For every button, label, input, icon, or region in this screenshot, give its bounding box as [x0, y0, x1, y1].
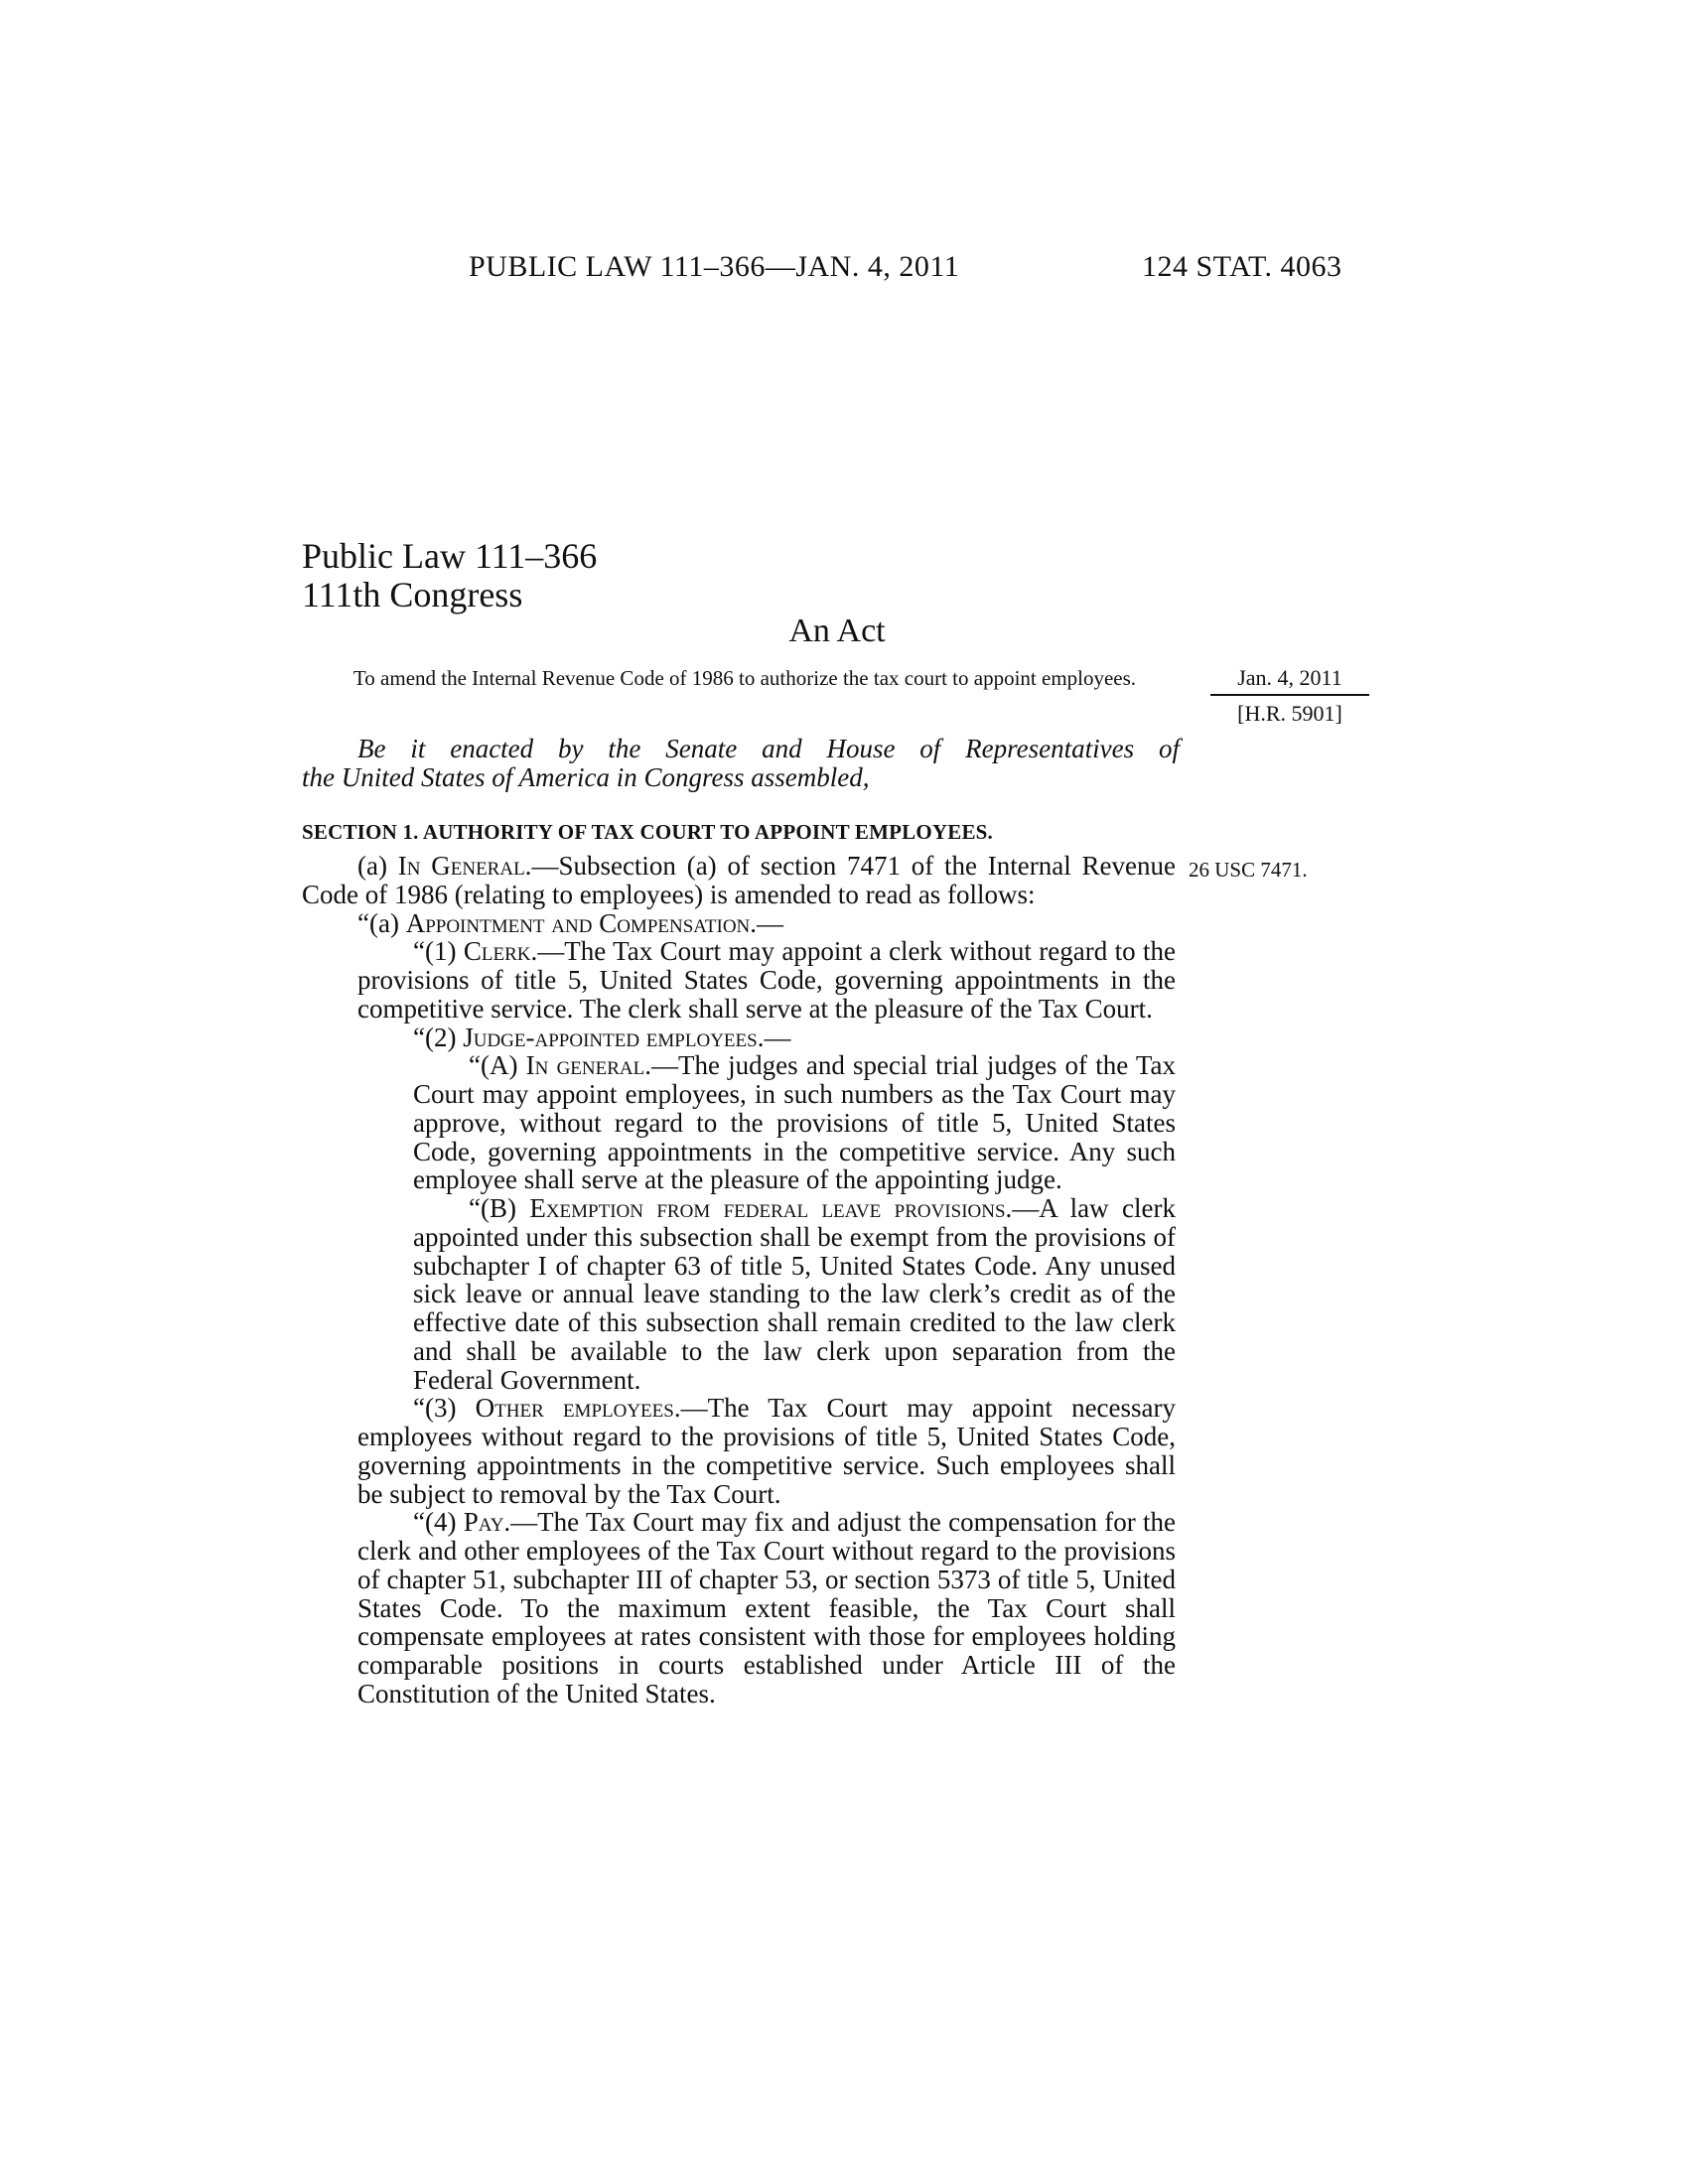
paragraph-2-heading: “(2) Judge-appointed employees.—: [413, 1022, 791, 1052]
enactment-date: Jan. 4, 2011: [1210, 663, 1369, 696]
paragraph-1-clerk: “(1) Clerk.—The Tax Court may appoint a clerk without regard to the provisions of title 5, United States Code, governing appointments in the competitive service. The clerk shall serve at the pleasure of the Tax Court.: [357, 936, 1176, 1024]
subsection-a-heading: In General.: [397, 851, 532, 881]
section-body: [302, 852, 1176, 1708]
section-heading: SECTION 1. AUTHORITY OF TAX COURT TO APPOINT EMPLOYEES.: [302, 820, 994, 844]
subsection-a: (a) In General.—Subsection (a) of section 7471 of the Internal Revenue Code of 1986 (relating to employees) is amended to read as follows:: [302, 851, 1176, 909]
enacting-clause-line2: the United States of America in Congress assembled,: [302, 762, 870, 792]
bill-number: [H.R. 5901]: [1237, 701, 1342, 726]
act-title: An Act: [788, 613, 886, 649]
subparagraph-2a: “(A) In general.—The judges and special trial judges of the Tax Court may appoint employees, in such numbers as the Tax Court may approve, without regard to the provisions of title 5, United States Code, governing appointments in the competitive service. Any such employee shall serve at the pleasure of the appointing judge.: [413, 1050, 1177, 1195]
margin-date-block: [1210, 663, 1369, 728]
amended-subsection-a-heading: Appointment and Compensation.: [405, 907, 758, 938]
law-identification: [302, 537, 597, 614]
act-purpose: To amend the Internal Revenue Code of 1986 to authorize the tax court to appoint employees.: [352, 666, 1137, 690]
amended-subsection-a: “(a) Appointment and Compensation.—: [357, 907, 784, 938]
running-head: [0, 250, 1688, 290]
statute-page-number: 124 STAT. 4063: [1142, 250, 1342, 283]
usc-margin-note: 26 USC 7471.: [1189, 858, 1308, 882]
congress-number: 111th Congress: [302, 575, 523, 614]
paragraph-3-other-employees: “(3) Other employees.—The Tax Court may appoint necessary employees without regard to the provisions of title 5, United States Code, governing appointments in the competitive service. Such employees shall be subject to removal by the Tax Court.: [357, 1393, 1177, 1509]
running-head-title: PUBLIC LAW 111–366—JAN. 4, 2011: [469, 250, 960, 283]
enacting-clause: [302, 735, 1180, 792]
subparagraph-2b: “(B) Exemption from federal leave provisions.—A law clerk appointed under this subsection shall be exempt from the provisions of subchapter I of chapter 63 of title 5, United States Code. Any unused sick leave or annual leave standing to the law clerk’s credit as of the effective date of this subsection shall remain credited to the law clerk and shall be available to the law clerk upon separation from the Federal Government.: [413, 1193, 1176, 1395]
enacting-clause-line1: Be it enacted by the Senate and House of Representatives of: [357, 734, 1180, 763]
paragraph-4-pay: “(4) Pay.—The Tax Court may fix and adjust the compensation for the clerk and other employees of the Tax Court without regard to the provisions of chapter 51, subchapter III of chapter 53, or section 5373 of title 5, United States Code. To the maximum extent feasible, the Tax Court shall compensate employees at rates consistent with those for employees holding comparable positions in courts established under Article III of the Constitution of the United States.: [357, 1507, 1176, 1708]
public-law-number: Public Law 111–366: [302, 536, 598, 576]
